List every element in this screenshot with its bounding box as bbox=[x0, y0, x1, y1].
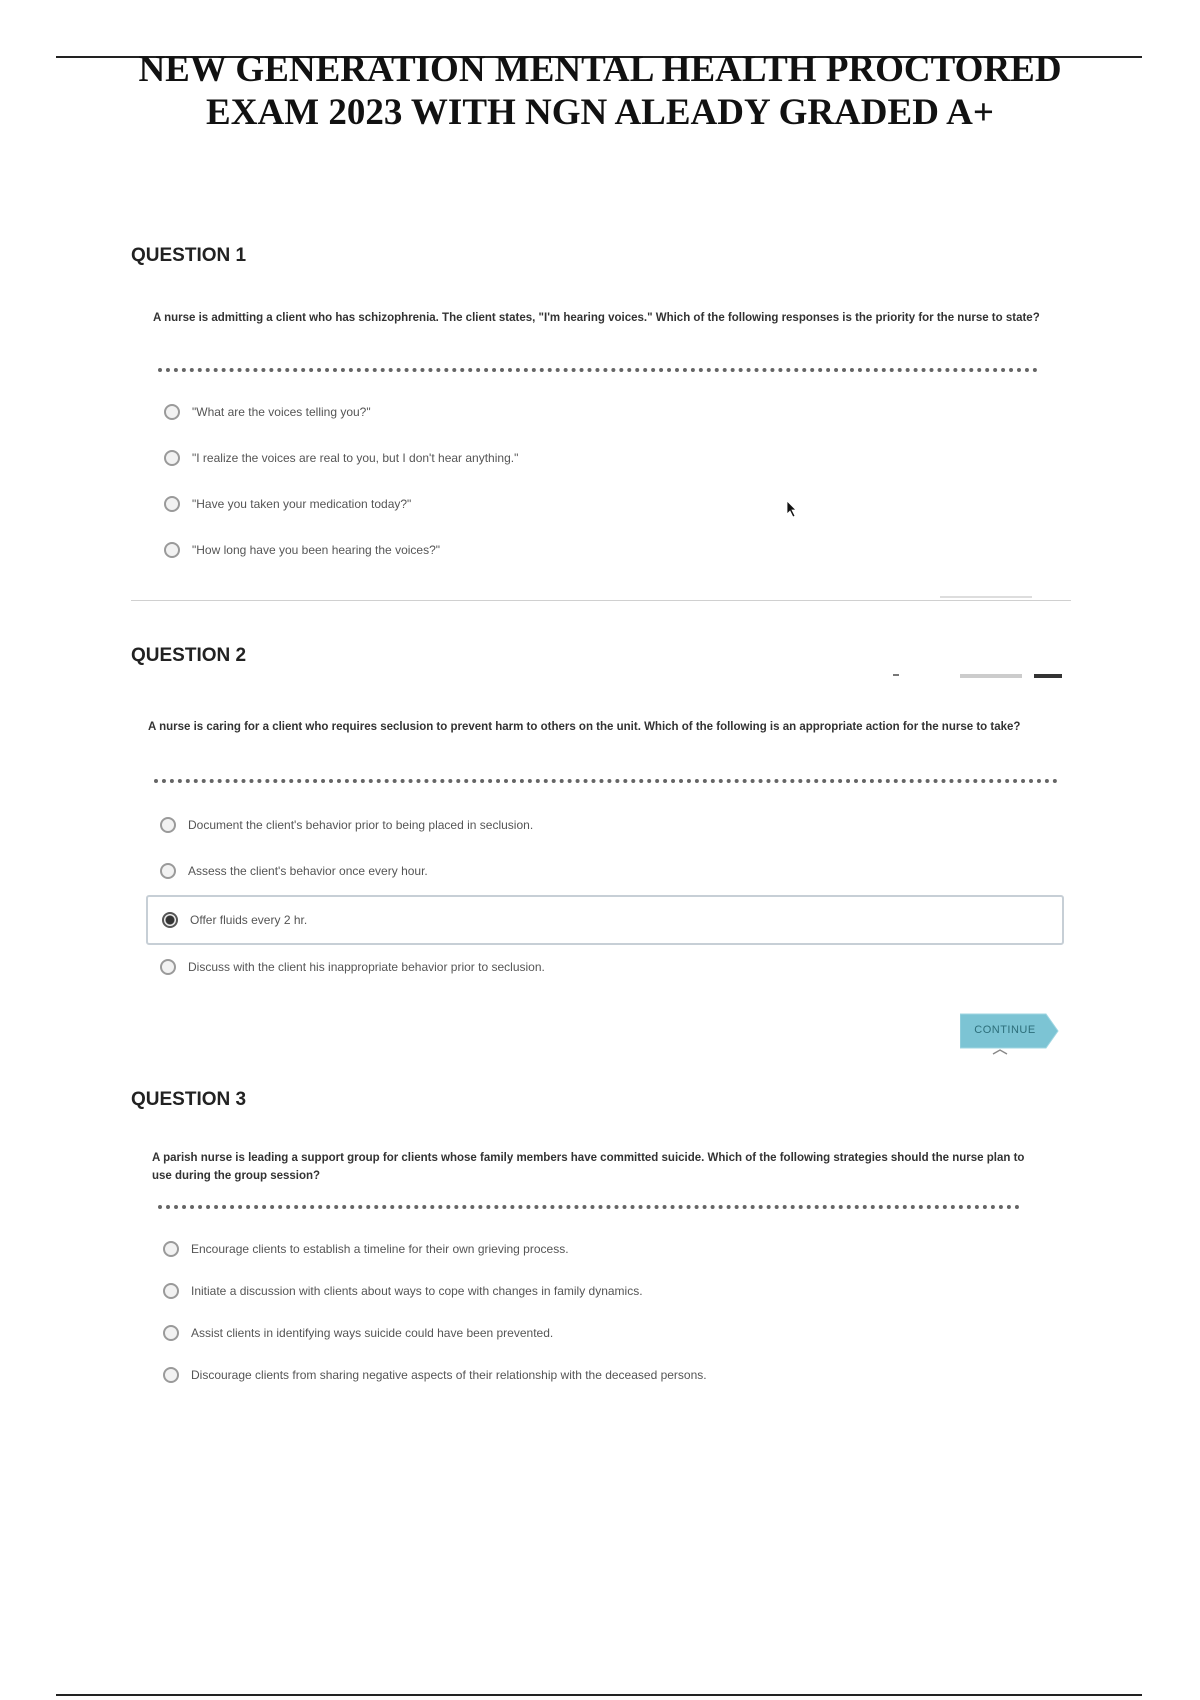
decorative-line bbox=[960, 674, 1022, 678]
radio-button[interactable] bbox=[164, 542, 180, 558]
answer-option-label: Assist clients in identifying ways suicide could have been prevented. bbox=[191, 1326, 554, 1340]
question-heading: QUESTION 2 bbox=[131, 645, 247, 666]
answer-option-label: Offer fluids every 2 hr. bbox=[190, 913, 308, 927]
answer-option[interactable] bbox=[146, 947, 545, 987]
hand-cursor-icon bbox=[992, 1048, 1008, 1058]
answer-option-label: "How long have you been hearing the voices?" bbox=[192, 543, 441, 557]
answer-option[interactable] bbox=[146, 805, 533, 845]
answer-option[interactable] bbox=[150, 392, 371, 432]
answer-option-label: "Have you taken your medication today?" bbox=[192, 497, 412, 511]
decorative-line bbox=[1034, 674, 1062, 678]
answer-option-label: Discourage clients from sharing negative aspects of their relationship with the deceased persons. bbox=[191, 1368, 707, 1382]
answer-option-label: Assess the client's behavior once every hour. bbox=[188, 864, 428, 878]
answer-option[interactable] bbox=[149, 1271, 643, 1311]
decorative-line bbox=[940, 596, 1032, 598]
continue-button[interactable] bbox=[960, 1012, 1060, 1050]
page-title-line-1: NEW GENERATION MENTAL HEALTH PROCTORED bbox=[138, 49, 1062, 90]
answer-option[interactable] bbox=[146, 851, 428, 891]
answer-option[interactable] bbox=[149, 1313, 553, 1353]
radio-button[interactable] bbox=[164, 404, 180, 420]
section-divider bbox=[131, 600, 1071, 601]
dotted-separator bbox=[158, 1205, 1020, 1209]
radio-button[interactable] bbox=[163, 1283, 179, 1299]
continue-button-label: CONTINUE bbox=[974, 1024, 1036, 1036]
page-title bbox=[0, 48, 1200, 134]
answer-option-label: "I realize the voices are real to you, but I don't hear anything." bbox=[192, 451, 519, 465]
question-heading: QUESTION 3 bbox=[131, 1089, 247, 1110]
radio-button-checked[interactable] bbox=[162, 912, 178, 928]
answer-option-label: "What are the voices telling you?" bbox=[192, 405, 371, 419]
question-text: A nurse is caring for a client who requires seclusion to prevent harm to others on the unit. Which of the following is an appropriate action for the nurse to take? bbox=[148, 721, 1021, 733]
dotted-separator bbox=[154, 779, 1058, 783]
question-heading: QUESTION 1 bbox=[131, 245, 247, 266]
answer-option-label: Initiate a discussion with clients about ways to cope with changes in family dynamics. bbox=[191, 1284, 643, 1298]
radio-button[interactable] bbox=[163, 1241, 179, 1257]
dotted-separator bbox=[158, 368, 1038, 372]
answer-option[interactable] bbox=[149, 1229, 569, 1269]
answer-option-selected[interactable] bbox=[146, 895, 1064, 945]
answer-option[interactable] bbox=[150, 530, 440, 570]
question-text: A parish nurse is leading a support group for clients whose family members have committed suicide. Which of the following strategies should the nurse plan to use during the group session? bbox=[152, 1152, 1025, 1182]
answer-option-label: Document the client's behavior prior to being placed in seclusion. bbox=[188, 818, 534, 832]
radio-button[interactable] bbox=[160, 817, 176, 833]
radio-button[interactable] bbox=[163, 1325, 179, 1341]
footer-rule bbox=[56, 1694, 1142, 1696]
decorative-line bbox=[893, 674, 899, 676]
answer-option[interactable] bbox=[150, 484, 411, 524]
radio-button[interactable] bbox=[163, 1367, 179, 1383]
answer-option[interactable] bbox=[150, 438, 518, 478]
answer-option-label: Encourage clients to establish a timeline for their own grieving process. bbox=[191, 1242, 569, 1256]
radio-button[interactable] bbox=[164, 450, 180, 466]
radio-button[interactable] bbox=[160, 863, 176, 879]
page-title-line-2: EXAM 2023 WITH NGN ALEADY GRADED A+ bbox=[206, 92, 994, 133]
radio-button[interactable] bbox=[164, 496, 180, 512]
radio-button[interactable] bbox=[160, 959, 176, 975]
answer-option[interactable] bbox=[149, 1355, 707, 1395]
mouse-pointer-icon bbox=[786, 500, 798, 518]
answer-option-label: Discuss with the client his inappropriate behavior prior to seclusion. bbox=[188, 960, 545, 974]
question-text: A nurse is admitting a client who has schizophrenia. The client states, "I'm hearing voices." Which of the following responses is the priority for the nurse to state? bbox=[153, 312, 1040, 324]
